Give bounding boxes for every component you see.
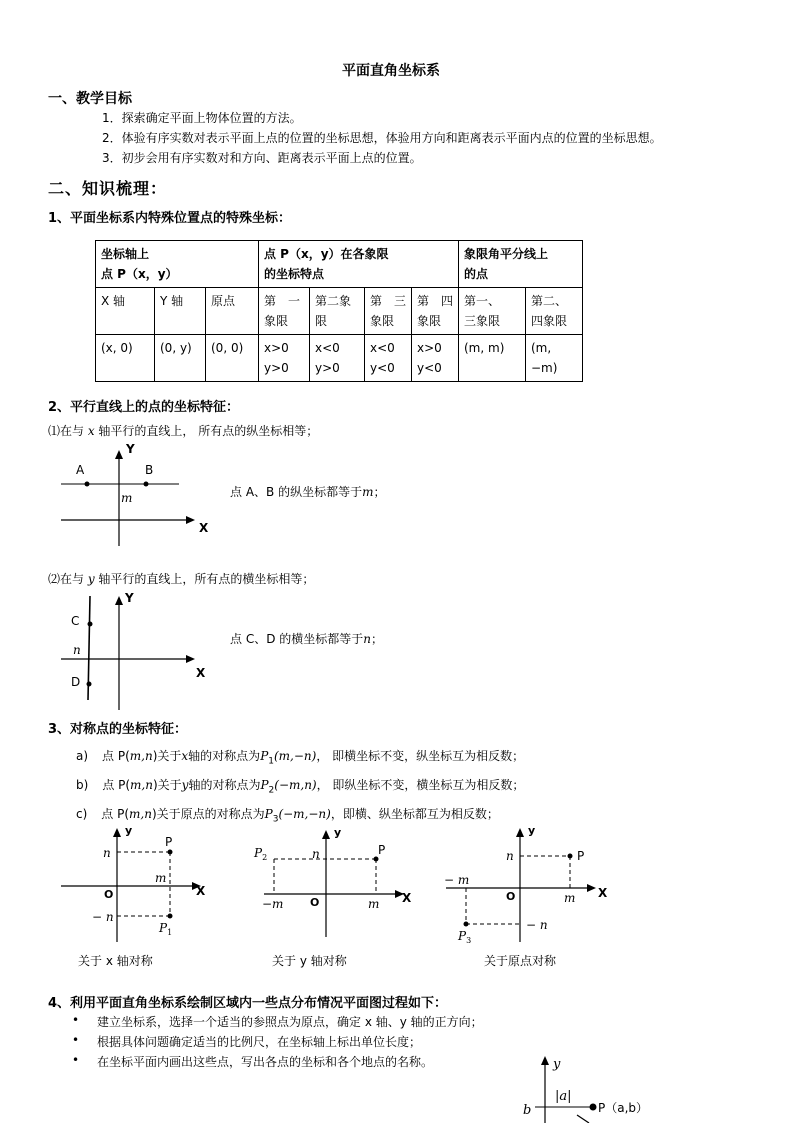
label-y: y [125, 824, 133, 837]
y-axis-arrow [113, 828, 121, 837]
label-n: n [103, 846, 111, 860]
label-y: y [553, 1057, 561, 1072]
bullet-1: • [72, 1013, 80, 1027]
label-o: O [104, 888, 114, 901]
table-cell: (x, 0) [96, 335, 155, 382]
table-cell: x>0 y<0 [412, 335, 459, 382]
table-cell: Y 轴 [155, 288, 206, 335]
label-y: Y [126, 442, 135, 456]
label-y: y [334, 826, 342, 839]
table-cell: 第一、 三象限 [459, 288, 526, 335]
step-item-1: 建立坐标系，选择一个适当的参照点为原点，确定 x 轴、y 轴的正方向； [97, 1015, 483, 1029]
section-1-heading: 一、教学目标 [48, 91, 132, 107]
label-o: O [310, 896, 320, 909]
label-y: Y [125, 591, 134, 605]
bullet-2: • [72, 1033, 80, 1047]
label-p3: $P_3$ [458, 929, 472, 945]
parallel-y-diagram [55, 590, 215, 715]
point-p [590, 1104, 597, 1111]
case-2-note: 点 C、D 的横坐标都等于n； [230, 632, 383, 646]
x-axis-symmetry-diagram [55, 822, 220, 947]
point-p [374, 857, 379, 862]
table-cell: (m, −m) [526, 335, 583, 382]
section-2-heading: 二、知识梳理： [48, 179, 168, 198]
table-cell: 第 三 象限 [365, 288, 412, 335]
table-cell: 原点 [206, 288, 259, 335]
label-a: A [76, 463, 85, 477]
sym-rule-b: b) 点 P(m,n)关于y轴的对称点为$P_2(-m,n)$， 即纵坐标不变，横坐标互为相反数； [76, 778, 525, 796]
table-cell: (0, 0) [206, 335, 259, 382]
label-n: n [73, 643, 81, 657]
y-axis-arrow [115, 596, 123, 605]
table-cell: 第二象 限 [310, 288, 365, 335]
table-cell: (m, m) [459, 335, 526, 382]
sym-rule-a: a) 点 P(m,n)关于x轴的对称点为$P_1(m,-n)$， 即横坐标不变，纵坐标互为相反数； [76, 749, 525, 767]
point-b [144, 482, 149, 487]
label-m: m [564, 891, 576, 905]
table-header-axis: 坐标轴上 点 P（x，y） [96, 241, 259, 288]
point-p [168, 850, 173, 855]
goal-item-2: 2．体验有序实数对表示平面上点的位置的坐标思想，体验用方向和距离表示平面内点的位置的坐标思想。 [102, 131, 662, 145]
table-cell: x<0 y>0 [310, 335, 365, 382]
parallel-x-diagram [55, 440, 215, 550]
label-p: P [577, 849, 585, 863]
point-p1 [168, 914, 173, 919]
case-1-text: ⑴在与 x 轴平行的直线上， 所有点的纵坐标相等； [48, 424, 319, 438]
special-coordinates-table [95, 240, 583, 382]
caption-origin-symmetry: 关于原点对称 [484, 954, 557, 968]
page-title: 平面直角坐标系 [342, 63, 440, 79]
table-cell: (0, y) [155, 335, 206, 382]
step-item-2: 根据具体问题确定适当的比例尺，在坐标轴上标出单位长度； [97, 1035, 422, 1049]
x-axis-arrow [186, 655, 195, 663]
table-header-quadrants: 点 P（x，y）在各象限 的坐标特点 [259, 241, 459, 288]
part-2-heading: 2、平行直线上的点的坐标特征： [48, 400, 240, 415]
case-1-note: 点 A、B 的纵坐标都等于m； [230, 485, 386, 499]
y-axis-arrow [541, 1056, 549, 1065]
label-b: b [523, 1103, 532, 1118]
label-point: P（a,b） [598, 1101, 649, 1115]
origin-symmetry-diagram [440, 822, 615, 952]
table-cell: x>0 y>0 [259, 335, 310, 382]
caption-x-symmetry: 关于 x 轴对称 [78, 954, 153, 968]
coordinate-point-diagram [515, 1050, 675, 1123]
label-x: X [598, 886, 608, 900]
y-axis-arrow [322, 830, 330, 839]
goal-item-3: 3．初步会用有序实数对和方向、距离表示平面上点的位置。 [102, 151, 422, 165]
table-cell: 第 一 象限 [259, 288, 310, 335]
goal-item-1: 1．探索确定平面上物体位置的方法。 [102, 111, 302, 125]
label-n: n [506, 849, 514, 863]
x-axis-arrow [186, 516, 195, 524]
y-axis-symmetry-diagram [250, 822, 425, 947]
y-axis-arrow [115, 450, 123, 459]
table-cell: 第 四 象限 [412, 288, 459, 335]
label-neg-m: −m [262, 897, 284, 911]
table-cell: 第二、 四象限 [526, 288, 583, 335]
label-m: m [368, 897, 380, 911]
label-p: P [378, 843, 386, 857]
label-x: X [402, 891, 412, 905]
x-axis-arrow [587, 884, 596, 892]
label-p2: $P_2$ [254, 846, 268, 862]
point-d [87, 682, 92, 687]
label-m: m [121, 491, 133, 505]
y-axis-arrow [516, 828, 524, 837]
label-n: n [312, 847, 320, 861]
label-x: X [199, 521, 209, 535]
label-x: X [196, 884, 206, 898]
label-m: m [155, 871, 167, 885]
label-p1: $P_1$ [159, 921, 173, 937]
part-3-heading: 3、对称点的坐标特征： [48, 722, 188, 737]
label-d: D [71, 675, 81, 689]
part-1-heading: 1、平面坐标系内特殊位置点的特殊坐标： [48, 211, 292, 226]
label-p: P [165, 835, 173, 849]
label-y: y [528, 824, 536, 837]
sym-rule-c: c) 点 P(m,n)关于原点的对称点为$P_3(-m,-n)$，即横、纵坐标都互为相反数； [76, 807, 499, 825]
table-cell: X 轴 [96, 288, 155, 335]
point-p [568, 854, 573, 859]
step-item-3: 在坐标平面内画出这些点，写出各点的坐标和各个地点的名称。 [97, 1055, 434, 1069]
caption-y-symmetry: 关于 y 轴对称 [272, 954, 347, 968]
label-b: B [145, 463, 154, 477]
table-header-bisector: 象限角平分线上 的点 [459, 241, 583, 288]
label-x: X [196, 666, 206, 680]
case-2-text: ⑵在与 y 轴平行的直线上，所有点的横坐标相等； [48, 572, 315, 586]
bullet-3: • [72, 1053, 80, 1067]
point-a [85, 482, 90, 487]
label-o: O [506, 890, 516, 903]
table-cell: x<0 y<0 [365, 335, 412, 382]
point-p3 [464, 922, 469, 927]
point-c [88, 622, 93, 627]
label-neg-n: − n [526, 918, 548, 932]
part-4-heading: 4、利用平面直角坐标系绘制区域内一些点分布情况平面图过程如下： [48, 996, 448, 1011]
label-neg-n: − n [92, 910, 114, 924]
label-abs-a: |a| [555, 1089, 572, 1104]
x-axis-fragment [577, 1115, 589, 1123]
label-c: C [71, 614, 80, 628]
label-neg-m: − m [444, 873, 470, 887]
